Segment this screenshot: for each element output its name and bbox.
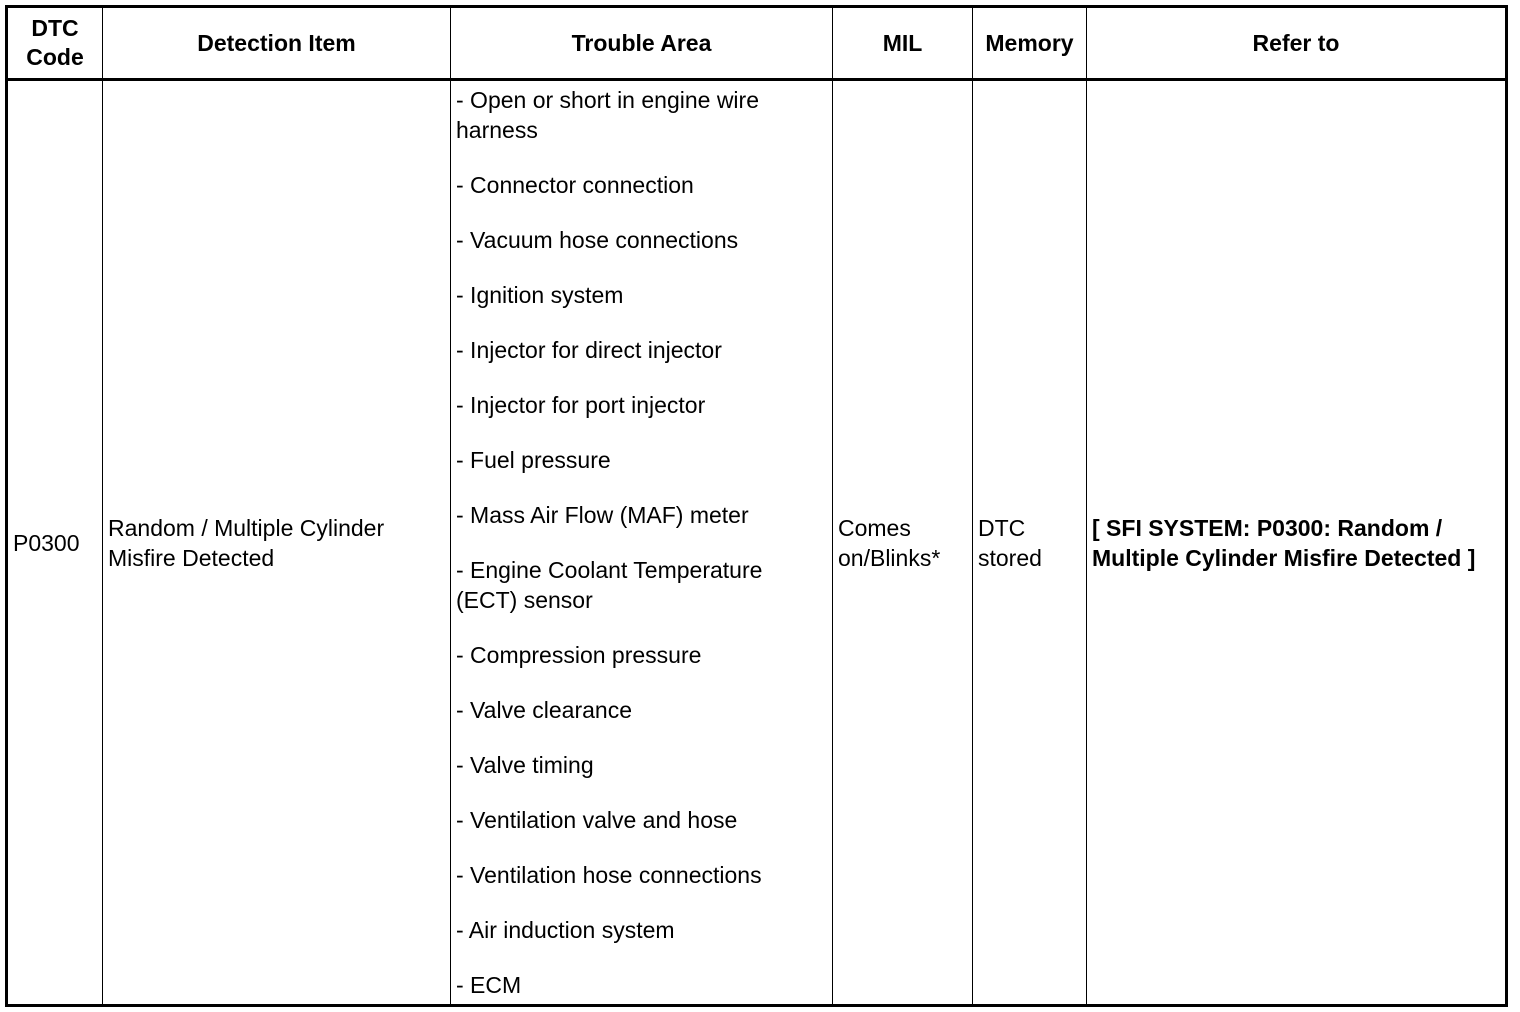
header-trouble-area: Trouble Area <box>451 7 833 80</box>
header-detection-item: Detection Item <box>103 7 451 80</box>
header-dtc-code <box>7 7 103 80</box>
trouble-area-item: - Injector for port injector <box>456 392 706 418</box>
trouble-area-item: - Compression pressure <box>456 642 702 668</box>
header-mil: MIL <box>833 7 973 80</box>
dtc-table <box>5 5 1508 1007</box>
mil-cell: Comes on/Blinks* <box>833 80 973 1006</box>
trouble-area-cell <box>451 80 833 1006</box>
table-row <box>7 80 1507 1006</box>
trouble-area-item: - Mass Air Flow (MAF) meter <box>456 502 749 528</box>
trouble-area-item: - Valve timing <box>456 752 594 778</box>
trouble-area-item: - Ventilation hose connections <box>456 862 762 888</box>
trouble-area-item: - Valve clearance <box>456 697 632 723</box>
trouble-area-item: - Engine Coolant Temperature (ECT) sensor <box>456 557 763 613</box>
trouble-area-item: - Ventilation valve and hose <box>456 807 738 833</box>
trouble-area-item: - Open or short in engine wire harness <box>456 87 759 143</box>
header-dtc-code-label: DTC Code <box>26 15 84 70</box>
memory-cell: DTC stored <box>973 80 1087 1006</box>
trouble-area-item: - Fuel pressure <box>456 447 611 473</box>
trouble-area-item: - Vacuum hose connections <box>456 227 739 253</box>
trouble-area-item: - Injector for direct injector <box>456 337 722 363</box>
header-refer-to: Refer to <box>1087 7 1507 80</box>
header-memory: Memory <box>973 7 1087 80</box>
trouble-area-item: - Connector connection <box>456 172 694 198</box>
refer-to-link[interactable]: [ SFI SYSTEM: P0300: Random / Multiple Cylinder Misfire Detected ] <box>1087 80 1507 1006</box>
trouble-area-item: - Air induction system <box>456 917 675 943</box>
detection-item-cell: Random / Multiple Cylinder Misfire Detected <box>103 80 451 1006</box>
trouble-area-item: - Ignition system <box>456 282 624 308</box>
trouble-area-item: - ECM <box>456 972 522 998</box>
header-row <box>7 7 1507 80</box>
dtc-code-cell: P0300 <box>7 80 103 1006</box>
